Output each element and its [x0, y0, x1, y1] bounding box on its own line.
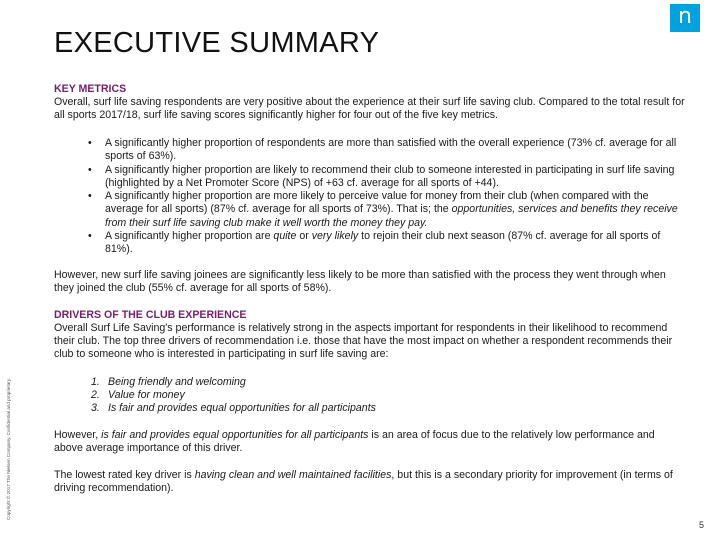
page-title: EXECUTIVE SUMMARY [54, 27, 380, 59]
list-item: 2. Value for money [91, 389, 185, 401]
bullet-item: • A significantly higher proportion are more likely to perceive value for money from their club (when compared with the average for all sports) (87% cf. average for all sports of 73%). That is; the opportunities, services and benefits they receive from their surf life saving club make it well worth the money they pay. [88, 190, 686, 230]
nielsen-logo-icon: n [670, 4, 700, 32]
copyright-note: Copyright © 2017 The Nielsen Company. Confidential and proprietary. [6, 377, 11, 520]
list-item: 3. Is fair and provides equal opportunities for all participants [91, 402, 376, 414]
list-item: 1. Being friendly and welcoming [91, 376, 246, 388]
bullet-item: • A significantly higher proportion are quite or very likely to rejoin their club next season (87% cf. average for all sports of 81%). [88, 230, 686, 257]
page-number: 5 [699, 520, 705, 530]
bullet-item: • A significantly higher proportion of respondents are more than satisfied with the overall experience (73% cf. average for all sports of 63%). [88, 137, 686, 164]
drivers-section [54, 309, 686, 361]
key-metrics-section [54, 83, 686, 122]
drivers-lowest-paragraph: The lowest rated key driver is having clean and well maintained facilities, but this is a secondary priority for improvement (in terms of driving recommendation). [54, 469, 673, 494]
key-metrics-bullets [88, 137, 686, 257]
drivers-numbered-list [91, 376, 376, 415]
drivers-however-paragraph: However, is fair and provides equal opportunities for all participants is an area of focus due to the relatively low performance and above average importance of this driver. [54, 429, 655, 454]
key-metrics-intro: Overall, surf life saving respondents are very positive about the experience at their surf life saving club. Compared to the total result for all sports 2017/18, surf life saving scores significantly higher for four out of the five key metrics. [54, 96, 685, 121]
drivers-heading: DRIVERS OF THE CLUB EXPERIENCE [54, 309, 247, 321]
bullet-item: • A significantly higher proportion are likely to recommend their club to someone interested in participating in surf life saving (highlighted by a Net Promoter Score (NPS) of +63 cf. average for all sports of +44). [88, 164, 686, 191]
key-metrics-heading: KEY METRICS [54, 83, 127, 95]
drivers-intro: Overall Surf Life Saving's performance is relatively strong in the aspects important for respondents in their likelihood to recommend their club. The top three drivers of recommendation i.e. those that have the most impact on whether a respondent recommends their club to someone who is interested in participating in surf life saving are: [54, 322, 673, 360]
key-metrics-closing: However, new surf life saving joinees are significantly less likely to be more than satisfied with the process they went through when they joined the club (55% cf. average for all sports of 58%). [54, 269, 666, 294]
